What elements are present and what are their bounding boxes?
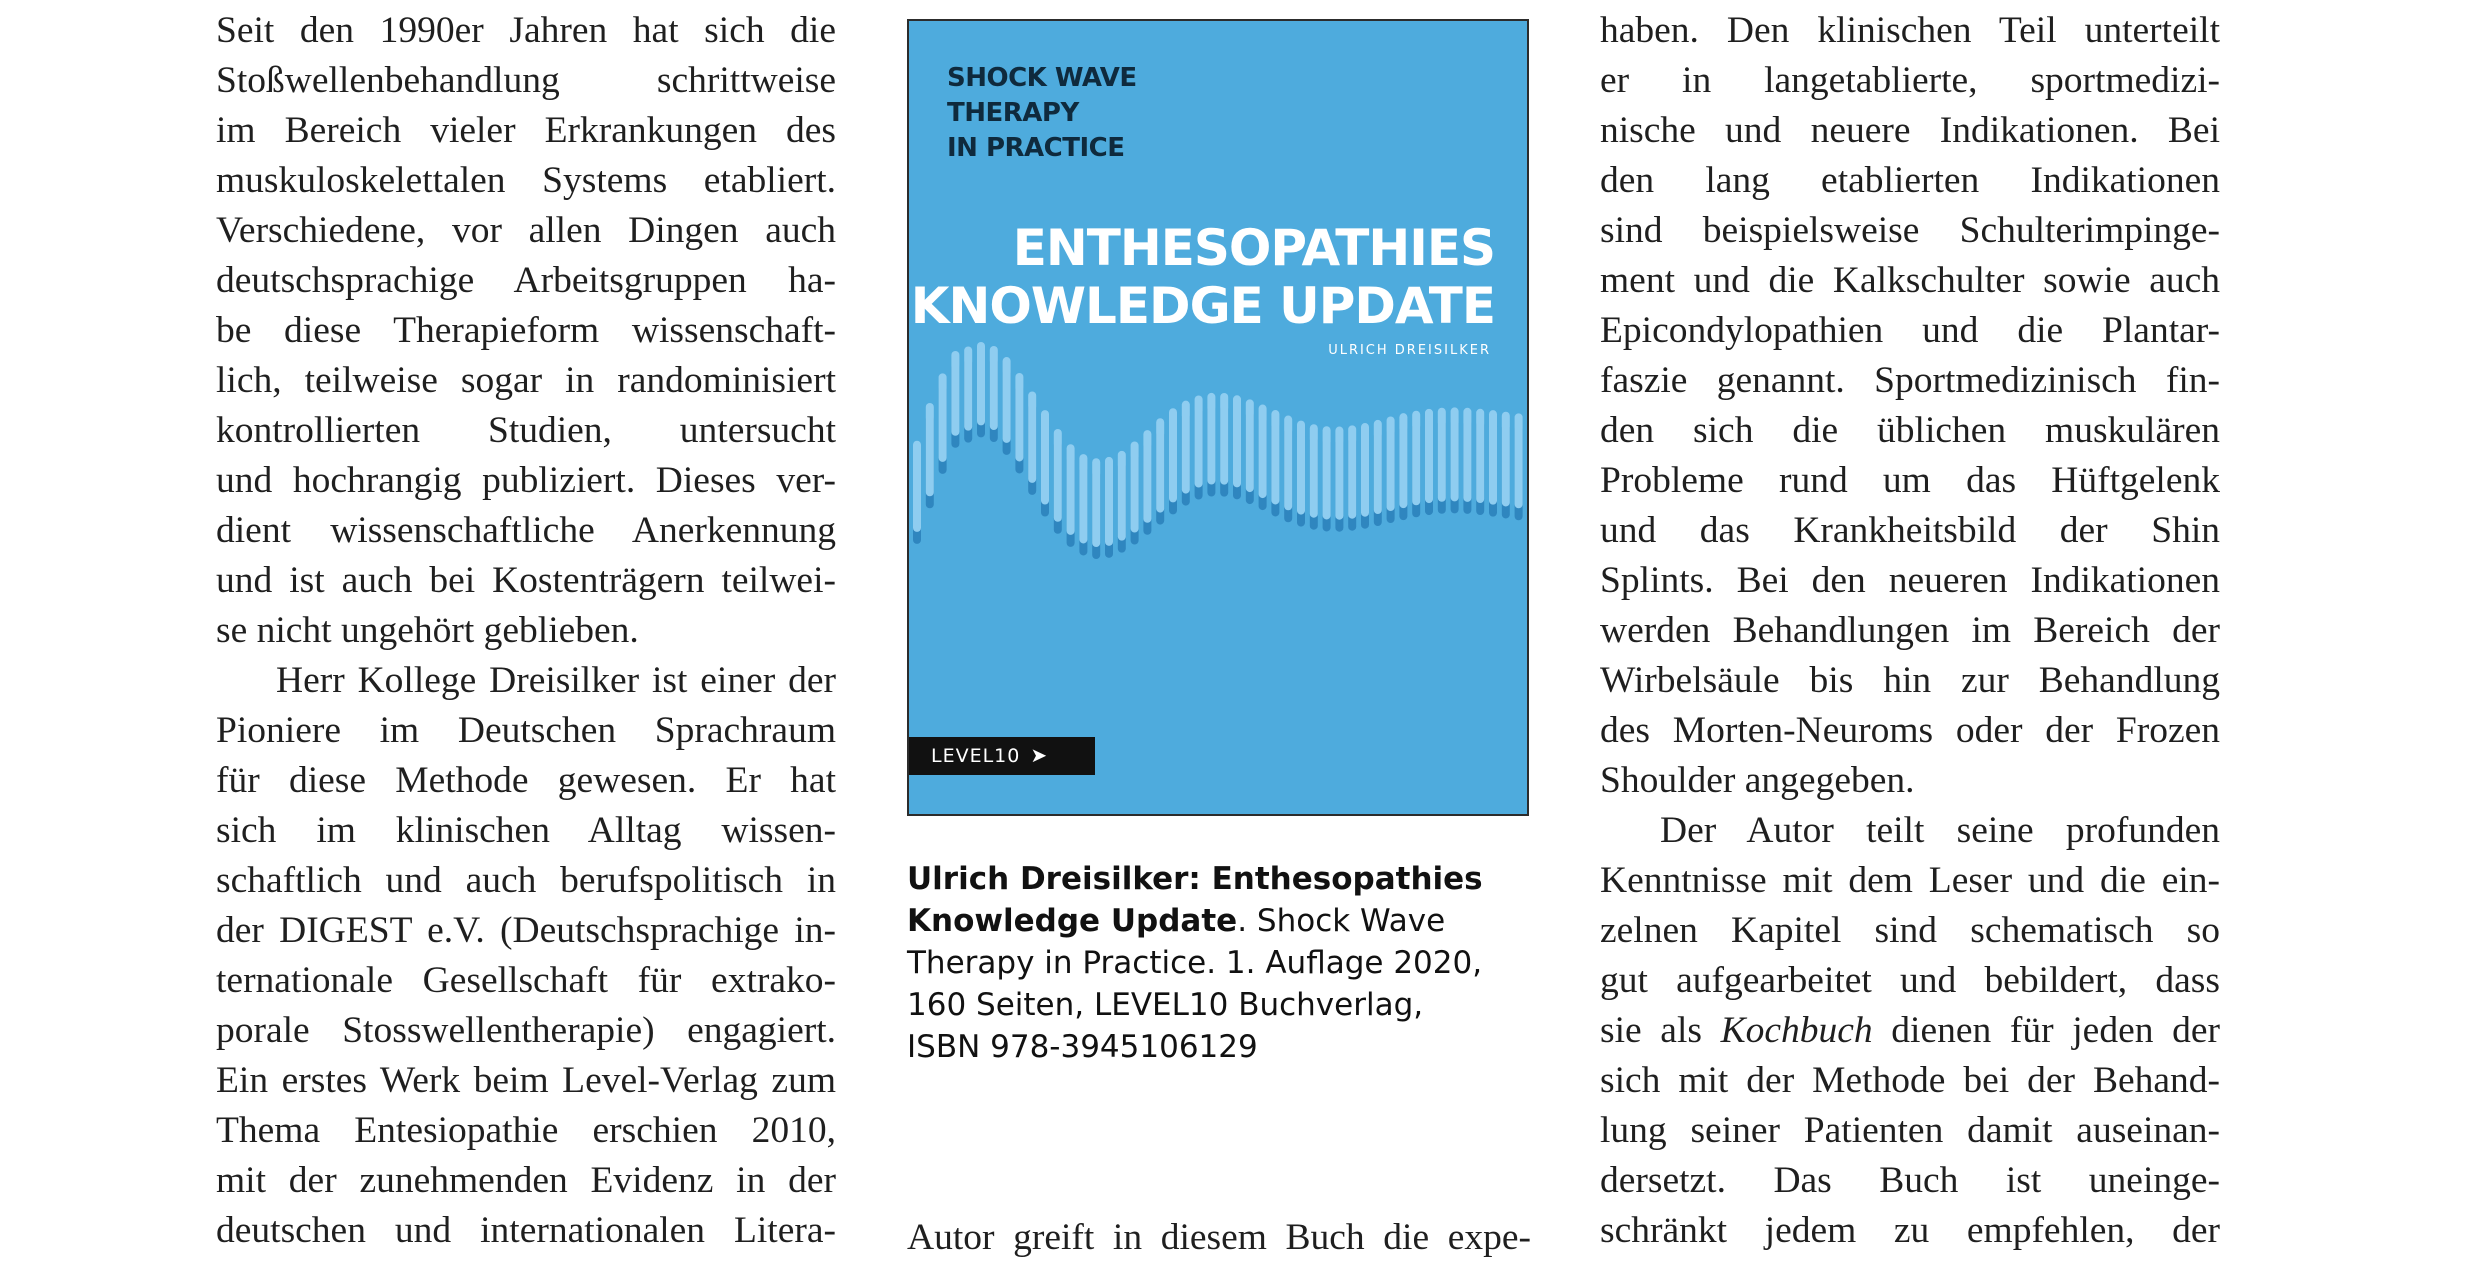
cover-series-title [947, 61, 1137, 166]
cover-title [911, 219, 1495, 335]
text-line: Shoulder angegeben. [1600, 760, 1915, 801]
text-line: schaftlich und auch berufspolitisch in [216, 860, 836, 901]
text-line: Thema Entesiopathie erschien 2010, [216, 1110, 836, 1151]
text-line: nische und neuere Indikationen. Bei [1600, 110, 2220, 151]
text-line: Wirbelsäule bis hin zur Behandlung [1600, 660, 2220, 701]
cover-title-line: KNOWLEDGE UPDATE [910, 277, 1495, 335]
text-line: ternationale Gesellschaft für extrako- [216, 960, 836, 1001]
wave-bar [926, 403, 934, 496]
cover-series-line: IN PRACTICE [947, 133, 1125, 163]
wave-bar [939, 373, 947, 461]
text-line: porale Stosswellentherapie) engagiert. [216, 1010, 836, 1051]
left-text-column [216, 6, 836, 1256]
text-line: Seit den 1990er Jahren hat sich die [216, 10, 836, 51]
text-line: und hochrangig publiziert. Dieses ver- [216, 460, 836, 501]
text-line: Der Autor teilt seine profunden [1660, 810, 2220, 851]
wave-bar [1079, 454, 1087, 543]
text-line: des Morten-Neuroms oder der Frozen [1600, 710, 2220, 751]
wave-bar [977, 342, 985, 425]
text-line: und ist auch bei Kostenträgern teilwei- [216, 560, 836, 601]
wave-bar [1412, 411, 1420, 506]
wave-bar [1195, 395, 1203, 487]
caption-line: 160 Seiten, LEVEL10 Buchverlag, [907, 987, 1424, 1023]
left-paragraph-2 [216, 656, 836, 1256]
text-line: ment und die Kalkschulter sowie auch [1600, 260, 2220, 301]
book-cover-image [907, 19, 1529, 816]
wave-bar [1246, 399, 1254, 492]
wave-bar [1361, 423, 1369, 517]
text-line: haben. Den klinischen Teil unterteilt [1600, 10, 2220, 51]
text-line: Epicondylopathien und die Plantar- [1600, 310, 2220, 351]
right-text-column [1600, 6, 2220, 1256]
wave-bar [1284, 416, 1292, 511]
wave-bar [1067, 444, 1075, 535]
text-line: den sich die üblichen muskulären [1600, 410, 2220, 451]
text-line: mit der zunehmenden Evidenz in der [216, 1160, 836, 1201]
text-line: Herr Kollege Dreisilker ist einer der [276, 660, 836, 701]
wave-bar [1438, 408, 1446, 502]
text-line: sich im klinischen Alltag wissen- [216, 810, 836, 851]
text-line: im Bereich vieler Erkrankungen des [216, 110, 836, 151]
wave-bar [1131, 441, 1139, 532]
text-line: Verschiedene, vor allen Dingen auch [216, 210, 836, 251]
wave-bar [1489, 410, 1497, 504]
wave-bar [1297, 421, 1305, 515]
wave-bar [1335, 427, 1343, 520]
text-line: Stoßwellenbehandlung schrittweise [216, 60, 836, 101]
text-line: zelnen Kapitel sind schematisch so [1600, 910, 2220, 951]
wave-bar [1399, 413, 1407, 508]
text-line: lung seiner Patienten damit auseinan- [1600, 1110, 2220, 1151]
text-line: er in langetablierte, sportmedizi- [1600, 60, 2220, 101]
wave-bar [1182, 401, 1190, 494]
middle-text-column [907, 1213, 1531, 1263]
text-line: werden Behandlungen im Bereich der [1600, 610, 2220, 651]
caption-text: . Shock Wave [1237, 903, 1446, 939]
wave-bar [1092, 458, 1100, 547]
wave-bar [1310, 424, 1318, 518]
text-fragment: sie als [1600, 1010, 1721, 1051]
left-paragraph-1 [216, 6, 836, 656]
wave-bar [1233, 395, 1241, 487]
caption-book-title: Knowledge Update [907, 903, 1238, 939]
right-paragraph-2 [1600, 806, 2220, 1256]
cover-title-line: ENTHESOPATHIES [1012, 219, 1495, 277]
wave-bar [1169, 408, 1177, 502]
text-line: der DIGEST e.V. (Deutschsprachige in- [216, 910, 836, 951]
caption-line [907, 858, 1547, 900]
text-line: sind beispielsweise Schulterimpinge- [1600, 210, 2220, 251]
wave-bar [1502, 412, 1510, 507]
wave-bar [1156, 418, 1164, 512]
wave-bar [1271, 410, 1279, 504]
italic-term: Kochbuch [1720, 1010, 1873, 1051]
wave-bar [1054, 429, 1062, 522]
wave-bar [1015, 373, 1023, 461]
text-line: kontrollierten Studien, untersucht [216, 410, 836, 451]
caption-author-title: Ulrich Dreisilker: Enthesopathies [907, 861, 1483, 897]
wave-bar [1425, 409, 1433, 503]
publisher-name: LEVEL10 [931, 745, 1021, 767]
caption-line: ISBN 978-3945106129 [907, 1029, 1258, 1065]
wave-bar [1105, 457, 1113, 546]
text-line: schränkt jedem zu empfehlen, der [1600, 1210, 2220, 1251]
book-caption [907, 858, 1547, 1068]
wave-bar [951, 351, 959, 436]
wave-bar [1515, 413, 1523, 508]
cover-series-line: SHOCK WAVE [947, 63, 1137, 93]
text-line: se nicht ungehört geblieben. [216, 610, 639, 651]
wave-bar [990, 346, 998, 430]
cover-series-line: THERAPY [947, 98, 1079, 128]
wave-bar [1041, 410, 1049, 504]
wave-bar [1259, 405, 1267, 499]
text-line [1600, 1006, 2220, 1056]
caption-line: Therapy in Practice. 1. Auflage 2020, [907, 945, 1483, 981]
text-fragment: dienen für jeden der [1872, 1010, 2220, 1051]
text-line: dersetzt. Das Buch ist uneinge- [1600, 1160, 2220, 1201]
wave-bar [1220, 393, 1228, 485]
text-line: deutschsprachige Arbeitsgruppen ha- [216, 260, 836, 301]
wave-bar [1476, 409, 1484, 503]
text-line: für diese Methode gewesen. Er hat [216, 760, 836, 801]
wave-bar [1387, 416, 1395, 511]
text-line: lich, teilweise sogar in randominisiert [216, 360, 836, 401]
right-paragraph-1 [1600, 6, 2220, 806]
caption-line [907, 900, 1547, 942]
text-line: muskuloskelettalen Systems etabliert. [216, 160, 836, 201]
text-line: Splints. Bei den neueren Indikationen [1600, 560, 2220, 601]
text-line: faszie genannt. Sportmedizinisch fin- [1600, 360, 2220, 401]
wave-bar [1323, 426, 1331, 519]
wave-bar [1207, 393, 1215, 485]
text-line: dient wissenschaftliche Anerkennung [216, 510, 836, 551]
wave-bar [913, 441, 921, 532]
publisher-logo [909, 737, 1095, 775]
wave-bar [1463, 408, 1471, 502]
wave-bar [1003, 357, 1011, 443]
wave-bar [1143, 430, 1151, 523]
text-line: sich mit der Methode bei der Behand- [1600, 1060, 2220, 1101]
wave-bar [1451, 407, 1459, 501]
wave-bar [1374, 420, 1382, 514]
text-line: deutschen und internationalen Litera- [216, 1210, 836, 1251]
wave-bar [1348, 425, 1356, 518]
text-line: Probleme rund um das Hüftgelenk [1600, 460, 2220, 501]
text-line: be diese Therapieform wissenschaft- [216, 310, 836, 351]
wave-bar [1028, 391, 1036, 482]
wave-bar [964, 347, 972, 431]
text-line: gut aufgearbeitet und bebildert, dass [1600, 960, 2220, 1001]
cover-author: ULRICH DREISILKER [1328, 343, 1491, 358]
arrow-right-icon: ➤ [1030, 745, 1048, 767]
text-line: Ein erstes Werk beim Level-Verlag zum [216, 1060, 836, 1101]
wave-bar [1118, 451, 1126, 541]
text-line: Kenntnisse mit dem Leser und die ein- [1600, 860, 2220, 901]
text-line: den lang etablierten Indikationen [1600, 160, 2220, 201]
text-line: Autor greift in diesem Buch die expe- [907, 1217, 1531, 1258]
text-line: und das Krankheitsbild der Shin [1600, 510, 2220, 551]
text-line: Pioniere im Deutschen Sprachraum [216, 710, 836, 751]
